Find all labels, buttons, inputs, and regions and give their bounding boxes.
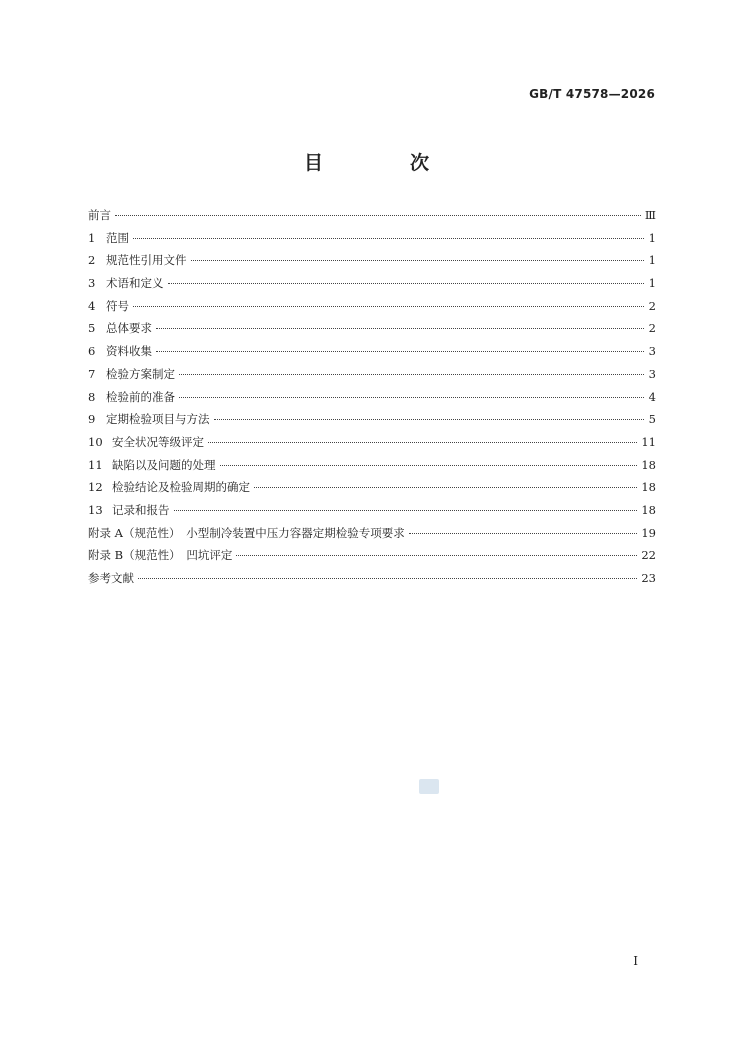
toc-entry[interactable] [88,411,656,434]
toc-entry-number: 1 [88,230,96,245]
toc-leader-dots [236,554,637,556]
toc-entry-label: 总体要求 [106,321,152,336]
toc-entry-page: 3 [648,366,656,381]
toc-entry-number: 7 [88,366,96,381]
toc-entry-label: 术语和定义 [106,276,164,291]
toc-entry-label: 附录 B（规范性） 凹坑评定 [88,548,233,563]
toc-entry-label: 检验前的准备 [106,389,175,404]
table-of-contents [88,207,656,593]
toc-entry[interactable] [88,343,656,366]
toc-leader-dots [179,396,644,398]
toc-entry[interactable] [88,434,656,457]
toc-entry-number: 2 [88,253,96,268]
toc-entry-number: 12 [88,480,103,495]
toc-entry[interactable] [88,252,656,275]
toc-entry-page: Ⅲ [644,208,656,222]
toc-entry[interactable] [88,389,656,412]
toc-entry-page: 19 [641,525,656,540]
toc-title: 目 次 [303,152,463,174]
toc-leader-dots [254,486,637,488]
toc-leader-dots [156,327,644,329]
toc-entry-label: 规范性引用文件 [106,253,187,268]
toc-entry[interactable] [88,525,656,548]
toc-leader-dots [138,577,637,579]
toc-entry[interactable] [88,366,656,389]
toc-leader-dots [133,305,644,307]
toc-entry[interactable] [88,570,656,593]
toc-entry-label: 参考文献 [88,571,134,585]
toc-entry-page: 18 [641,457,656,472]
toc-entry[interactable] [88,457,656,480]
toc-entry[interactable] [88,479,656,502]
toc-entry-number: 3 [88,276,96,291]
toc-entry-label: 缺陷以及问题的处理 [112,457,216,472]
toc-entry[interactable] [88,275,656,298]
watermark-logo [419,779,439,794]
toc-entry-label: 前言 [88,208,111,222]
toc-entry-label: 安全状况等级评定 [112,434,204,449]
toc-entry-label: 范围 [106,230,129,245]
toc-entry[interactable] [88,320,656,343]
toc-entry-number: 5 [88,321,96,336]
toc-entry-label: 附录 A（规范性） 小型制冷装置中压力容器定期检验专项要求 [88,525,405,540]
toc-entry-label: 检验方案制定 [106,366,175,381]
toc-entry[interactable] [88,230,656,253]
toc-entry[interactable] [88,502,656,525]
toc-entry-number: 11 [88,457,103,472]
toc-entry-page: 4 [648,389,656,404]
toc-leader-dots [179,373,644,375]
toc-entry[interactable] [88,298,656,321]
toc-entry-page: 3 [648,344,656,359]
standard-code: GB/T 47578—2026 [529,87,655,101]
toc-entry-label: 记录和报告 [112,502,170,517]
toc-leader-dots [214,418,645,420]
toc-entry-page: 18 [641,480,656,495]
toc-entry-number: 13 [88,502,103,517]
toc-entry-number: 10 [88,434,103,449]
toc-entry[interactable] [88,207,656,230]
toc-leader-dots [133,237,644,239]
toc-entry-page: 18 [641,502,656,517]
toc-entry-page: 2 [648,321,656,336]
toc-entry-page: 5 [648,412,656,427]
toc-entry-page: 22 [641,548,656,563]
toc-entry-page: 1 [648,230,656,245]
toc-leader-dots [168,282,645,284]
toc-entry[interactable] [88,547,656,570]
toc-entry-page: 23 [641,571,656,585]
toc-entry-label: 检验结论及检验周期的确定 [112,480,250,495]
toc-entry-number: 6 [88,344,96,359]
toc-leader-dots [191,259,645,261]
toc-leader-dots [174,509,638,511]
toc-leader-dots [115,214,641,216]
toc-leader-dots [208,441,637,443]
toc-entry-number: 8 [88,389,96,404]
toc-entry-label: 资料收集 [106,344,152,359]
toc-entry-page: 1 [648,276,656,291]
page-number: I [633,954,638,968]
toc-entry-page: 1 [648,253,656,268]
toc-entry-number: 9 [88,412,96,427]
toc-leader-dots [220,464,638,466]
toc-entry-number: 4 [88,298,96,313]
toc-entry-label: 定期检验项目与方法 [106,412,210,427]
toc-leader-dots [156,350,644,352]
toc-entry-page: 2 [648,298,656,313]
toc-entry-label: 符号 [106,298,129,313]
toc-leader-dots [409,532,638,534]
toc-entry-page: 11 [641,434,656,449]
